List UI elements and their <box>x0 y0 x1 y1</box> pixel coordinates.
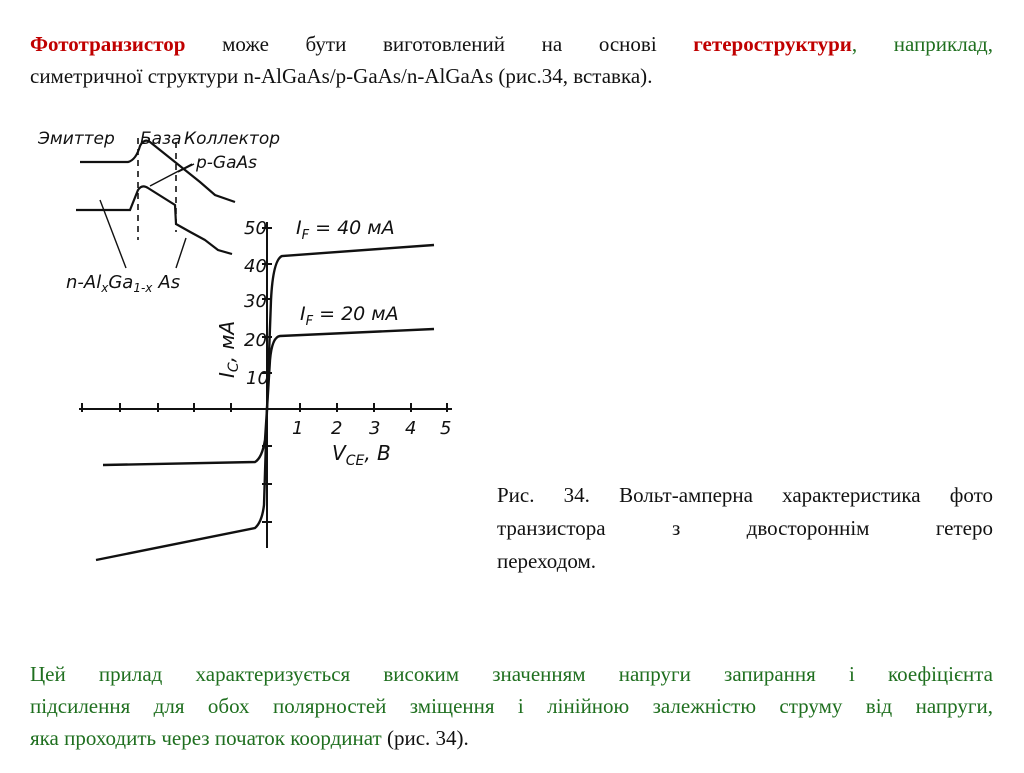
conclusion-line-2: підсилення для обох полярностей зміщення і лінійною залежністю струму від напруги, <box>30 694 993 718</box>
y-tick-label-30: 30 <box>244 291 267 312</box>
label-base: База <box>140 129 182 149</box>
caption-line-1: Рис. 34. Вольт-амперна характеристика фото <box>497 483 993 507</box>
structure-text: симетричної структури n-AlGaAs/p-GaAs/n-AlGaAs <box>30 64 499 88</box>
intro-text-example: , наприклад, <box>851 32 993 56</box>
y-axis-label: $I_C$, мА <box>215 320 242 378</box>
term-heterostructure: гетероструктури <box>693 32 852 56</box>
x-tick-label-4: 4 <box>405 418 417 439</box>
caption-line-3: переходом. <box>497 549 597 573</box>
x-tick-label-2: 2 <box>331 418 343 439</box>
x-tick-label-3: 3 <box>369 418 381 439</box>
valence-band-curve <box>76 186 232 254</box>
label-p-gaas: p-GaAs <box>196 153 258 173</box>
x-axis-label: $V_{CE}$, В <box>332 441 391 469</box>
y-tick-label-20: 20 <box>244 330 267 351</box>
x-tick-label-5: 5 <box>440 418 452 439</box>
conclusion-paragraph <box>30 658 993 754</box>
conclusion-line-1: Цей прилад характеризується високим значенням напруги запирання і коефіцієнта <box>30 662 993 686</box>
label-n-algaas: $n-Al_xGa_{1-x}$ As <box>66 272 181 295</box>
figure-caption <box>497 479 993 578</box>
nalgaas-pointer-2 <box>176 238 186 268</box>
pgaas-pointer-1 <box>150 164 192 186</box>
y-tick-label-50: 50 <box>244 218 267 239</box>
figure-ref-2: (рис. 34). <box>386 726 469 750</box>
y-tick-label-10: 10 <box>246 368 269 389</box>
intro-text: може бути виготовлений на основі <box>185 32 694 56</box>
x-axis-ticks <box>82 403 447 412</box>
curve-label-40ma: $I_F = 40$ мА <box>296 217 395 243</box>
y-tick-label-40: 40 <box>244 256 267 277</box>
caption-line-2: транзистора з двостороннім гетеро <box>497 516 993 540</box>
label-collector: Коллектор <box>184 129 281 149</box>
intro-line-2: симетричної структури n-AlGaAs/p-GaAs/n-AlGaAs (рис.34, вставка). <box>30 64 653 88</box>
curve-label-20ma: $I_F = 20$ мА <box>300 303 399 329</box>
term-phototransistor: Фототранзистор <box>30 32 186 56</box>
label-emitter: Эмиттер <box>38 129 115 149</box>
conclusion-line-3: яка проходить через початок координат (рис. 34). <box>30 726 469 750</box>
x-tick-label-1: 1 <box>292 418 304 439</box>
figure-ref: (рис.34, вставка) <box>498 64 648 88</box>
